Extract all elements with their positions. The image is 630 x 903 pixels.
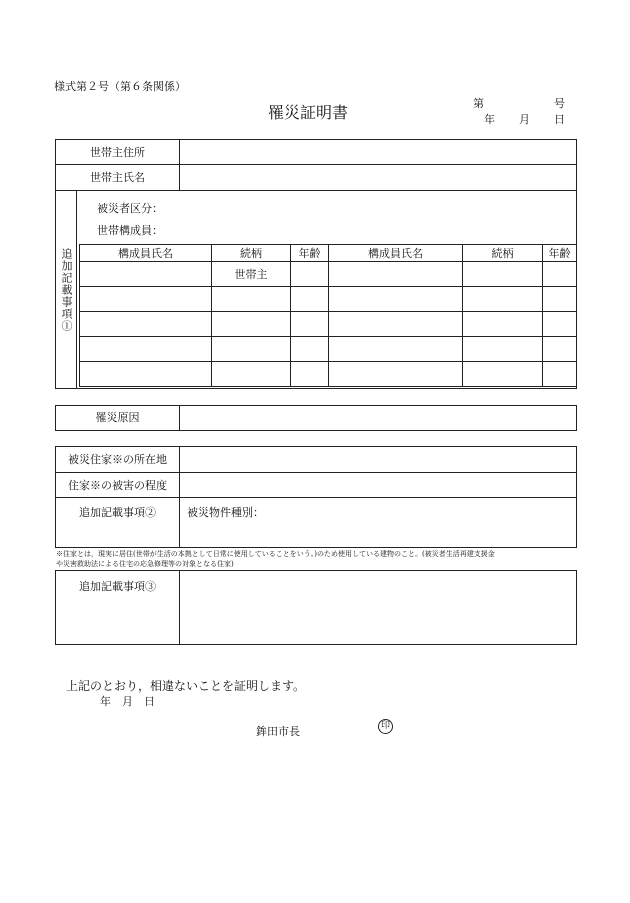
date-month-label: 月 [519, 113, 530, 126]
extra3-block [55, 570, 577, 645]
number-prefix: 第 [473, 97, 484, 110]
mayor-label: 鉾田市長 [256, 725, 300, 738]
household-block [55, 139, 577, 389]
seal-mark: 印 [378, 719, 393, 734]
location-field[interactable] [180, 447, 576, 473]
table-row [80, 337, 577, 362]
cause-field[interactable] [180, 406, 576, 430]
cause-block [55, 405, 577, 431]
col-header: 続柄 [212, 245, 291, 262]
col-header: 構成員氏名 [80, 245, 212, 262]
property-type-label: 被災物件種別： [187, 506, 264, 519]
table-row [80, 287, 577, 312]
category-label: 被災者区分： [97, 202, 163, 215]
cause-label: 罹災原因 [56, 406, 180, 430]
name-field[interactable] [180, 165, 576, 191]
footer-date: 年 月 日 [100, 695, 155, 708]
col-header: 続柄 [463, 245, 543, 262]
damage-field[interactable] [180, 473, 576, 498]
col-header: 年齢 [543, 245, 577, 262]
table-row [80, 262, 577, 287]
extra1-side-label: 追加記載事項① [60, 247, 73, 332]
relation-cell: 世帯主 [212, 262, 291, 287]
col-header: 構成員氏名 [329, 245, 463, 262]
members-table [79, 244, 577, 387]
location-label: 被災住家※の所在地 [56, 447, 180, 473]
extra2-label: 追加記載事項② [56, 498, 180, 547]
table-row [80, 312, 577, 337]
name-label: 世帯主氏名 [56, 165, 180, 191]
col-header: 年齢 [291, 245, 329, 262]
address-field[interactable] [180, 140, 576, 165]
extra3-field[interactable] [180, 571, 576, 644]
property-block [55, 446, 577, 548]
damage-label: 住家※の被害の程度 [56, 473, 180, 498]
footnote-line1: ※住家とは，現実に居住(世帯が生活の本拠として日常に使用していることをいう。)のため使用している建物のこと。(被災者生活再建支援金 [56, 550, 495, 558]
certify-text: 上記のとおり，相違ないことを証明します。 [66, 679, 306, 693]
extra3-label: 追加記載事項③ [56, 571, 180, 644]
table-row [80, 362, 577, 387]
footnote-line2: や災害救助法による住宅の応急修理等の対象となる住家) [56, 560, 234, 568]
number-suffix: 号 [554, 97, 565, 110]
page-title: 罹災証明書 [268, 103, 349, 122]
members-label: 世帯構成員： [97, 224, 163, 237]
date-year-label: 年 [484, 113, 495, 126]
address-label: 世帯主住所 [56, 140, 180, 165]
form-number: 様式第２号（第６条関係） [54, 80, 186, 93]
date-day-label: 日 [554, 113, 565, 126]
